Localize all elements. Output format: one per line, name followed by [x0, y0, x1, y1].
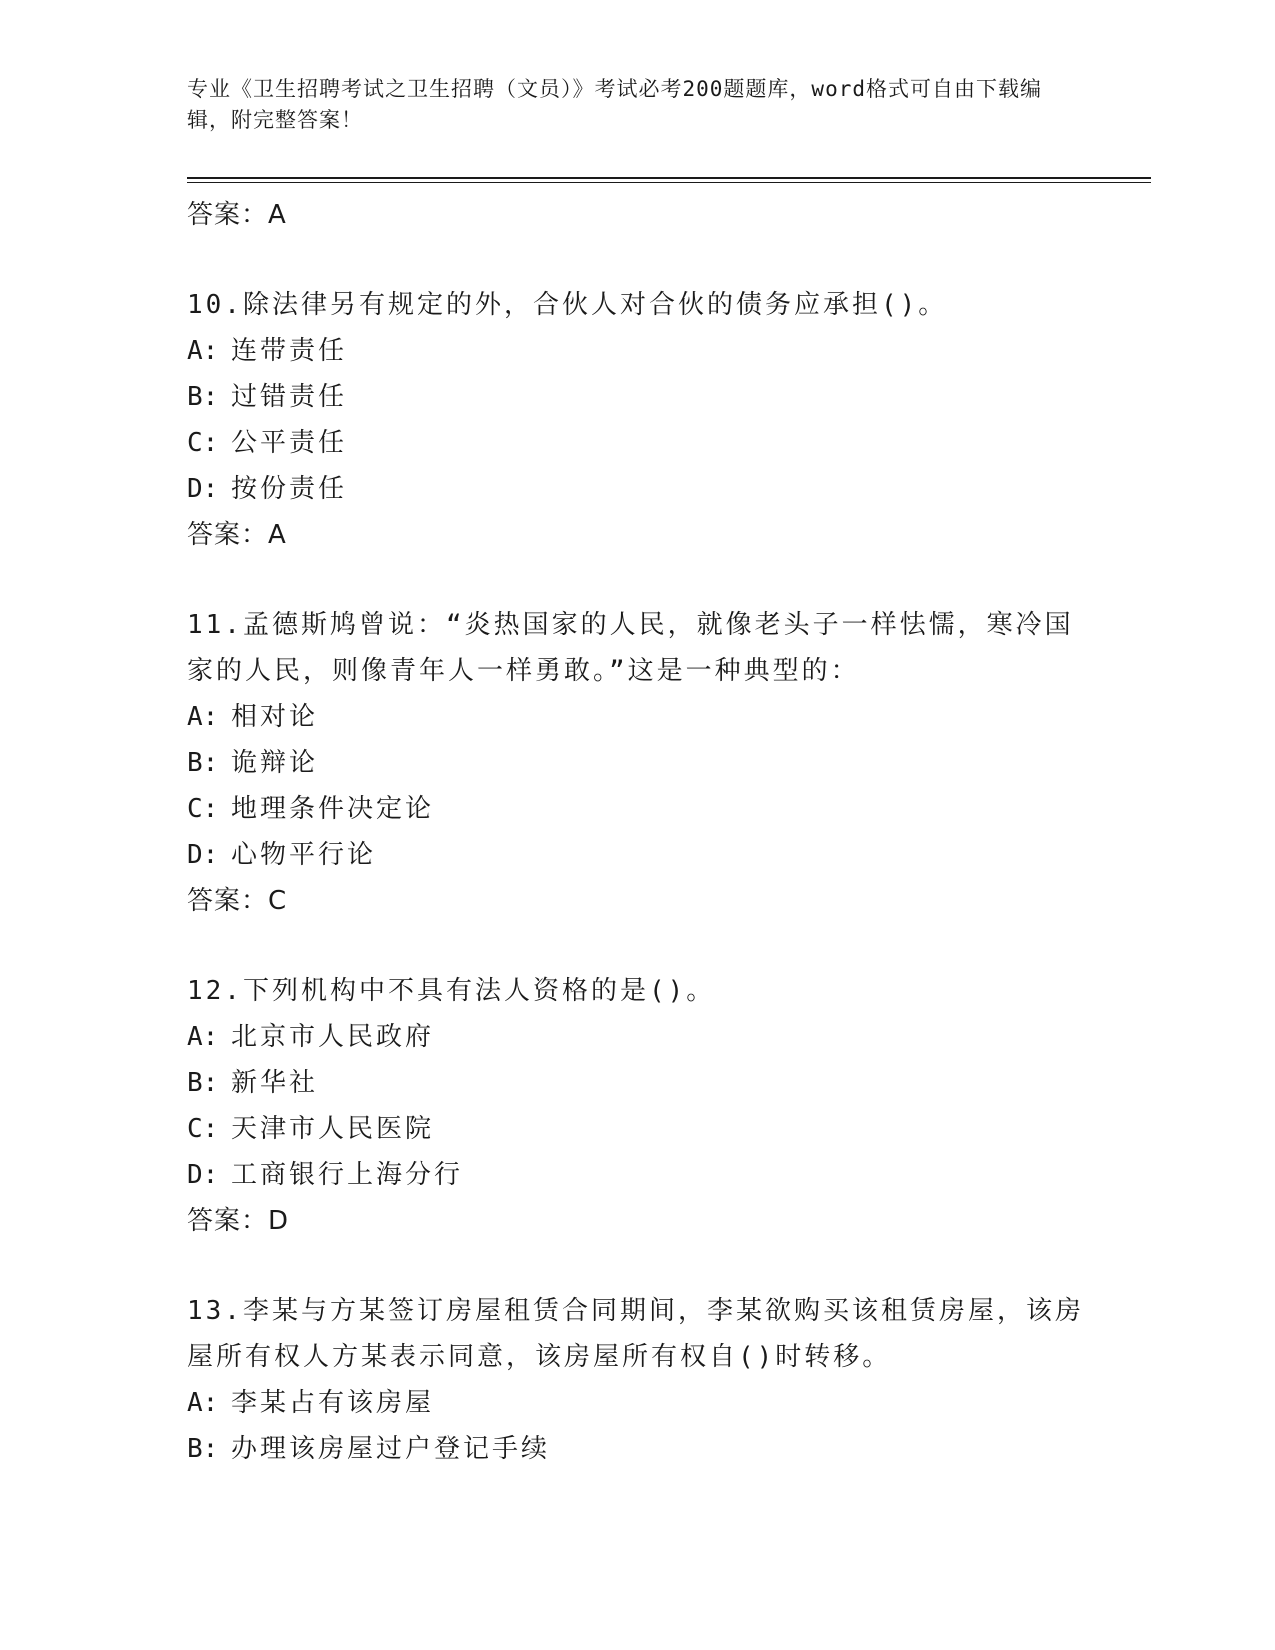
option-c — [187, 420, 1087, 466]
option-label: B: — [187, 1434, 219, 1464]
document-header: 专业《卫生招聘考试之卫生招聘（文员）》考试必考200题题库，word格式可自由下载编辑，附完整答案！ — [187, 77, 1042, 132]
option-a — [187, 1014, 1087, 1060]
option-a — [187, 328, 1087, 374]
option-label: A: — [187, 336, 219, 366]
option-text: 李某占有该房屋 — [231, 1388, 435, 1418]
option-c — [187, 786, 1087, 832]
option-label: B: — [187, 1068, 219, 1098]
option-label: D: — [187, 840, 219, 870]
option-text: 相对论 — [231, 702, 319, 732]
option-d — [187, 1152, 1087, 1198]
option-text: 办理该房屋过户登记手续 — [231, 1434, 551, 1464]
question-13 — [187, 1288, 1087, 1472]
option-label: D: — [187, 1160, 219, 1190]
option-text: 地理条件决定论 — [231, 794, 435, 824]
question-text: 10.除法律另有规定的外，合伙人对合伙的债务应承担()。 — [187, 290, 948, 320]
header-divider-thin — [187, 182, 1151, 183]
option-label: A: — [187, 1022, 219, 1052]
option-a — [187, 1380, 1087, 1426]
header-divider — [187, 177, 1151, 179]
answer: 答案：D — [187, 1206, 290, 1236]
option-label: C: — [187, 428, 219, 458]
option-text: 按份责任 — [231, 474, 348, 504]
previous-answer: 答案：A — [187, 200, 287, 230]
answer: 答案：A — [187, 520, 287, 550]
option-text: 心物平行论 — [231, 840, 377, 870]
option-text: 天津市人民医院 — [231, 1114, 435, 1144]
option-c — [187, 1106, 1087, 1152]
option-text: 过错责任 — [231, 382, 348, 412]
question-text: 11.孟德斯鸠曾说：“炎热国家的人民，就像老头子一样怯懦，寒冷国家的人民，则像青年人一样勇敢。”这是一种典型的： — [187, 610, 1074, 686]
option-label: D: — [187, 474, 219, 504]
option-a — [187, 694, 1087, 740]
option-label: A: — [187, 1388, 219, 1418]
question-12 — [187, 968, 1087, 1244]
option-b — [187, 374, 1087, 420]
option-text: 新华社 — [231, 1068, 319, 1098]
option-label: A: — [187, 702, 219, 732]
option-label: B: — [187, 382, 219, 412]
option-text: 诡辩论 — [231, 748, 319, 778]
question-list — [187, 192, 1087, 1472]
option-text: 工商银行上海分行 — [231, 1160, 464, 1190]
option-text: 北京市人民政府 — [231, 1022, 435, 1052]
question-10 — [187, 282, 1087, 558]
option-label: C: — [187, 794, 219, 824]
question-text: 13.李某与方某签订房屋租赁合同期间，李某欲购买该租赁房屋，该房屋所有权人方某表示同意，该房屋所有权自()时转移。 — [187, 1296, 1084, 1372]
option-text: 公平责任 — [231, 428, 348, 458]
option-label: B: — [187, 748, 219, 778]
option-d — [187, 466, 1087, 512]
question-text: 12.下列机构中不具有法人资格的是()。 — [187, 976, 716, 1006]
option-b — [187, 740, 1087, 786]
option-b — [187, 1060, 1087, 1106]
option-b — [187, 1426, 1087, 1472]
option-d — [187, 832, 1087, 878]
answer: 答案：C — [187, 886, 288, 916]
option-text: 连带责任 — [231, 336, 348, 366]
option-label: C: — [187, 1114, 219, 1144]
question-11 — [187, 602, 1087, 924]
